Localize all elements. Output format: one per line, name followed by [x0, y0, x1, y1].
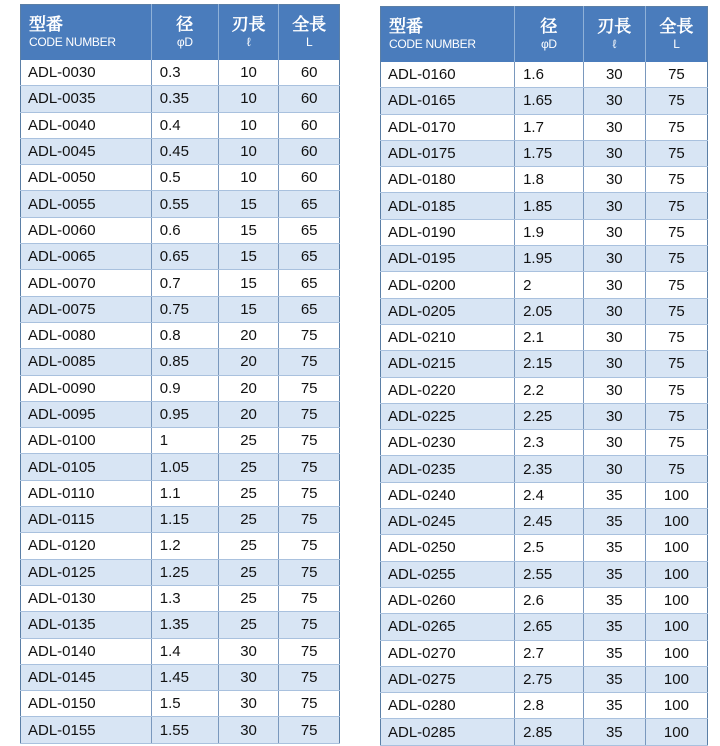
- edge-length-cell: 30: [583, 193, 645, 219]
- diameter-cell: 1.1: [151, 480, 218, 506]
- code-cell: ADL-0210: [381, 324, 515, 350]
- header-code-jp: 型番: [389, 17, 423, 36]
- table-row: [21, 244, 340, 270]
- overall-length-cell: 60: [279, 138, 340, 164]
- overall-length-cell: 65: [279, 217, 340, 243]
- edge-length-cell: 25: [218, 480, 279, 506]
- edge-length-cell: 30: [583, 219, 645, 245]
- table-row: [21, 559, 340, 585]
- code-cell: ADL-0035: [21, 86, 152, 112]
- overall-length-cell: 100: [645, 666, 707, 692]
- code-cell: ADL-0085: [21, 349, 152, 375]
- edge-length-cell: 10: [218, 86, 279, 112]
- overall-length-cell: 75: [279, 507, 340, 533]
- diameter-cell: 2.35: [515, 456, 584, 482]
- edge-length-cell: 15: [218, 191, 279, 217]
- code-cell: ADL-0230: [381, 430, 515, 456]
- overall-length-cell: 75: [279, 349, 340, 375]
- table-row: [21, 717, 340, 743]
- header-diameter-symbol: φD: [540, 37, 557, 51]
- table-body-left: [21, 60, 340, 743]
- diameter-cell: 0.65: [151, 244, 218, 270]
- code-cell: ADL-0115: [21, 507, 152, 533]
- header-code-number: [381, 7, 515, 63]
- code-cell: ADL-0150: [21, 691, 152, 717]
- edge-length-cell: 30: [218, 691, 279, 717]
- overall-length-cell: 75: [279, 585, 340, 611]
- diameter-cell: 2.5: [515, 535, 584, 561]
- diameter-cell: 2.75: [515, 666, 584, 692]
- code-cell: ADL-0130: [21, 585, 152, 611]
- diameter-cell: 0.5: [151, 165, 218, 191]
- table-row: [21, 349, 340, 375]
- overall-length-cell: 75: [279, 691, 340, 717]
- table-row: [21, 638, 340, 664]
- diameter-cell: 0.55: [151, 191, 218, 217]
- table-header-row: [21, 5, 340, 61]
- spec-table-left: [20, 4, 340, 744]
- code-cell: ADL-0075: [21, 296, 152, 322]
- edge-length-cell: 30: [218, 717, 279, 743]
- overall-length-cell: 100: [645, 482, 707, 508]
- overall-length-cell: 65: [279, 244, 340, 270]
- table-header-row: [381, 7, 708, 63]
- edge-length-cell: 30: [583, 167, 645, 193]
- overall-length-cell: 75: [645, 456, 707, 482]
- code-cell: ADL-0250: [381, 535, 515, 561]
- diameter-cell: 2.2: [515, 377, 584, 403]
- code-cell: ADL-0135: [21, 612, 152, 638]
- diameter-cell: 0.4: [151, 112, 218, 138]
- overall-length-cell: 75: [645, 298, 707, 324]
- table-row: [381, 246, 708, 272]
- overall-length-cell: 75: [279, 559, 340, 585]
- table-row: [381, 535, 708, 561]
- table-row: [21, 612, 340, 638]
- header-edge-jp: 刃長: [231, 15, 266, 34]
- edge-length-cell: 20: [218, 401, 279, 427]
- edge-length-cell: 10: [218, 138, 279, 164]
- code-cell: ADL-0205: [381, 298, 515, 324]
- table-row: [21, 217, 340, 243]
- code-cell: ADL-0120: [21, 533, 152, 559]
- header-edge-symbol: ℓ: [612, 37, 617, 51]
- diameter-cell: 1.7: [515, 114, 584, 140]
- overall-length-cell: 75: [645, 324, 707, 350]
- diameter-cell: 2.85: [515, 719, 584, 745]
- table-row: [381, 167, 708, 193]
- table-row: [21, 112, 340, 138]
- header-code-en: CODE NUMBER: [29, 35, 116, 49]
- edge-length-cell: 30: [583, 140, 645, 166]
- overall-length-cell: 75: [279, 428, 340, 454]
- header-edge-symbol: ℓ: [246, 35, 251, 49]
- diameter-cell: 1.4: [151, 638, 218, 664]
- overall-length-cell: 75: [279, 480, 340, 506]
- code-cell: ADL-0200: [381, 272, 515, 298]
- overall-length-cell: 60: [279, 86, 340, 112]
- edge-length-cell: 25: [218, 454, 279, 480]
- edge-length-cell: 25: [218, 428, 279, 454]
- table-row: [21, 138, 340, 164]
- table-row: [21, 296, 340, 322]
- table-row: [21, 375, 340, 401]
- code-cell: ADL-0220: [381, 377, 515, 403]
- overall-length-cell: 75: [645, 62, 707, 88]
- table-row: [381, 693, 708, 719]
- edge-length-cell: 10: [218, 112, 279, 138]
- code-cell: ADL-0030: [21, 60, 152, 86]
- diameter-cell: 1.2: [151, 533, 218, 559]
- header-edge-jp: 刃長: [597, 17, 632, 36]
- edge-length-cell: 30: [583, 403, 645, 429]
- table-row: [21, 322, 340, 348]
- edge-length-cell: 30: [583, 456, 645, 482]
- overall-length-cell: 75: [645, 351, 707, 377]
- table-row: [21, 480, 340, 506]
- code-cell: ADL-0190: [381, 219, 515, 245]
- table-row: [381, 114, 708, 140]
- diameter-cell: 1.75: [515, 140, 584, 166]
- table-row: [381, 561, 708, 587]
- header-diameter-jp: 径: [540, 17, 558, 36]
- edge-length-cell: 25: [218, 612, 279, 638]
- diameter-cell: 1.9: [515, 219, 584, 245]
- edge-length-cell: 30: [583, 430, 645, 456]
- table-row: [21, 165, 340, 191]
- table-row: [381, 719, 708, 745]
- overall-length-cell: 75: [279, 717, 340, 743]
- edge-length-cell: 30: [218, 638, 279, 664]
- overall-length-cell: 75: [645, 246, 707, 272]
- edge-length-cell: 25: [218, 533, 279, 559]
- edge-length-cell: 35: [583, 640, 645, 666]
- diameter-cell: 1.95: [515, 246, 584, 272]
- code-cell: ADL-0090: [21, 375, 152, 401]
- edge-length-cell: 20: [218, 322, 279, 348]
- overall-length-cell: 100: [645, 535, 707, 561]
- diameter-cell: 0.35: [151, 86, 218, 112]
- code-cell: ADL-0275: [381, 666, 515, 692]
- code-cell: ADL-0260: [381, 587, 515, 613]
- diameter-cell: 1.05: [151, 454, 218, 480]
- overall-length-cell: 75: [279, 454, 340, 480]
- code-cell: ADL-0175: [381, 140, 515, 166]
- overall-length-cell: 100: [645, 719, 707, 745]
- diameter-cell: 1.65: [515, 88, 584, 114]
- overall-length-cell: 75: [279, 664, 340, 690]
- overall-length-cell: 60: [279, 165, 340, 191]
- diameter-cell: 0.9: [151, 375, 218, 401]
- overall-length-cell: 75: [645, 377, 707, 403]
- code-cell: ADL-0095: [21, 401, 152, 427]
- edge-length-cell: 30: [583, 62, 645, 88]
- edge-length-cell: 20: [218, 349, 279, 375]
- table-row: [21, 664, 340, 690]
- code-cell: ADL-0255: [381, 561, 515, 587]
- diameter-cell: 2.8: [515, 693, 584, 719]
- code-cell: ADL-0170: [381, 114, 515, 140]
- diameter-cell: 0.45: [151, 138, 218, 164]
- code-cell: ADL-0065: [21, 244, 152, 270]
- overall-length-cell: 100: [645, 614, 707, 640]
- table-row: [381, 324, 708, 350]
- edge-length-cell: 25: [218, 585, 279, 611]
- table-row: [21, 691, 340, 717]
- code-cell: ADL-0240: [381, 482, 515, 508]
- edge-length-cell: 30: [583, 351, 645, 377]
- table-row: [21, 533, 340, 559]
- table-row: [381, 219, 708, 245]
- code-cell: ADL-0225: [381, 403, 515, 429]
- edge-length-cell: 35: [583, 693, 645, 719]
- code-cell: ADL-0080: [21, 322, 152, 348]
- diameter-cell: 0.75: [151, 296, 218, 322]
- table-row: [21, 270, 340, 296]
- overall-length-cell: 75: [279, 322, 340, 348]
- edge-length-cell: 30: [218, 664, 279, 690]
- table-row: [21, 60, 340, 86]
- overall-length-cell: 100: [645, 509, 707, 535]
- diameter-cell: 1.55: [151, 717, 218, 743]
- diameter-cell: 0.95: [151, 401, 218, 427]
- overall-length-cell: 100: [645, 561, 707, 587]
- code-cell: ADL-0045: [21, 138, 152, 164]
- table-row: [21, 191, 340, 217]
- table-row: [21, 428, 340, 454]
- edge-length-cell: 35: [583, 561, 645, 587]
- table-row: [21, 585, 340, 611]
- table-row: [381, 587, 708, 613]
- code-cell: ADL-0195: [381, 246, 515, 272]
- overall-length-cell: 75: [645, 430, 707, 456]
- header-diameter-symbol: φD: [176, 35, 193, 49]
- table-body-right: [381, 62, 708, 745]
- header-code-jp: 型番: [29, 15, 63, 34]
- overall-length-cell: 75: [279, 401, 340, 427]
- table-row: [381, 377, 708, 403]
- diameter-cell: 2.65: [515, 614, 584, 640]
- code-cell: ADL-0050: [21, 165, 152, 191]
- diameter-cell: 2.1: [515, 324, 584, 350]
- diameter-cell: 1.15: [151, 507, 218, 533]
- diameter-cell: 0.7: [151, 270, 218, 296]
- diameter-cell: 1.8: [515, 167, 584, 193]
- edge-length-cell: 30: [583, 324, 645, 350]
- diameter-cell: 1.35: [151, 612, 218, 638]
- code-cell: ADL-0180: [381, 167, 515, 193]
- table-row: [21, 401, 340, 427]
- overall-length-cell: 75: [645, 272, 707, 298]
- header-length-jp: 全長: [292, 15, 327, 34]
- overall-length-cell: 75: [645, 167, 707, 193]
- header-diameter-jp: 径: [176, 15, 194, 34]
- header-code-en: CODE NUMBER: [389, 37, 476, 51]
- edge-length-cell: 30: [583, 88, 645, 114]
- table-row: [381, 351, 708, 377]
- overall-length-cell: 60: [279, 60, 340, 86]
- edge-length-cell: 30: [583, 298, 645, 324]
- header-length-jp: 全長: [659, 17, 694, 36]
- table-row: [381, 403, 708, 429]
- overall-length-cell: 75: [279, 612, 340, 638]
- header-diameter: [515, 7, 584, 63]
- diameter-cell: 1.3: [151, 585, 218, 611]
- overall-length-cell: 65: [279, 191, 340, 217]
- code-cell: ADL-0110: [21, 480, 152, 506]
- diameter-cell: 0.6: [151, 217, 218, 243]
- overall-length-cell: 65: [279, 270, 340, 296]
- edge-length-cell: 30: [583, 114, 645, 140]
- overall-length-cell: 75: [645, 219, 707, 245]
- table-row: [381, 614, 708, 640]
- edge-length-cell: 35: [583, 482, 645, 508]
- diameter-cell: 1.25: [151, 559, 218, 585]
- overall-length-cell: 75: [645, 88, 707, 114]
- edge-length-cell: 15: [218, 296, 279, 322]
- edge-length-cell: 35: [583, 535, 645, 561]
- code-cell: ADL-0060: [21, 217, 152, 243]
- code-cell: ADL-0270: [381, 640, 515, 666]
- spec-table-right: [380, 6, 708, 746]
- header-overall-length: [279, 5, 340, 61]
- code-cell: ADL-0140: [21, 638, 152, 664]
- diameter-cell: 2.55: [515, 561, 584, 587]
- code-cell: ADL-0100: [21, 428, 152, 454]
- edge-length-cell: 30: [583, 246, 645, 272]
- table-row: [381, 140, 708, 166]
- table-row: [21, 507, 340, 533]
- code-cell: ADL-0285: [381, 719, 515, 745]
- code-cell: ADL-0125: [21, 559, 152, 585]
- diameter-cell: 1.85: [515, 193, 584, 219]
- header-length-symbol: L: [306, 35, 313, 49]
- overall-length-cell: 75: [279, 375, 340, 401]
- diameter-cell: 0.3: [151, 60, 218, 86]
- overall-length-cell: 75: [645, 403, 707, 429]
- table-row: [381, 640, 708, 666]
- code-cell: ADL-0165: [381, 88, 515, 114]
- header-length-symbol: L: [673, 37, 680, 51]
- table-row: [381, 666, 708, 692]
- header-diameter: [151, 5, 218, 61]
- header-edge-length: [583, 7, 645, 63]
- table-row: [21, 86, 340, 112]
- table-row: [381, 272, 708, 298]
- overall-length-cell: 100: [645, 587, 707, 613]
- edge-length-cell: 15: [218, 244, 279, 270]
- diameter-cell: 2.15: [515, 351, 584, 377]
- edge-length-cell: 15: [218, 270, 279, 296]
- edge-length-cell: 35: [583, 587, 645, 613]
- overall-length-cell: 100: [645, 640, 707, 666]
- diameter-cell: 1: [151, 428, 218, 454]
- diameter-cell: 1.5: [151, 691, 218, 717]
- edge-length-cell: 25: [218, 507, 279, 533]
- table-row: [381, 193, 708, 219]
- diameter-cell: 2.25: [515, 403, 584, 429]
- diameter-cell: 2.05: [515, 298, 584, 324]
- overall-length-cell: 75: [645, 114, 707, 140]
- header-overall-length: [645, 7, 707, 63]
- diameter-cell: 2: [515, 272, 584, 298]
- code-cell: ADL-0245: [381, 509, 515, 535]
- overall-length-cell: 60: [279, 112, 340, 138]
- edge-length-cell: 30: [583, 377, 645, 403]
- edge-length-cell: 35: [583, 719, 645, 745]
- edge-length-cell: 10: [218, 60, 279, 86]
- table-row: [381, 509, 708, 535]
- code-cell: ADL-0055: [21, 191, 152, 217]
- table-row: [381, 430, 708, 456]
- edge-length-cell: 35: [583, 666, 645, 692]
- code-cell: ADL-0145: [21, 664, 152, 690]
- overall-length-cell: 75: [645, 193, 707, 219]
- code-cell: ADL-0040: [21, 112, 152, 138]
- code-cell: ADL-0235: [381, 456, 515, 482]
- edge-length-cell: 10: [218, 165, 279, 191]
- diameter-cell: 2.6: [515, 587, 584, 613]
- table-row: [381, 298, 708, 324]
- edge-length-cell: 30: [583, 272, 645, 298]
- edge-length-cell: 35: [583, 614, 645, 640]
- edge-length-cell: 25: [218, 559, 279, 585]
- header-edge-length: [218, 5, 279, 61]
- code-cell: ADL-0265: [381, 614, 515, 640]
- diameter-cell: 0.85: [151, 349, 218, 375]
- edge-length-cell: 15: [218, 217, 279, 243]
- header-code-number: [21, 5, 152, 61]
- code-cell: ADL-0185: [381, 193, 515, 219]
- diameter-cell: 2.45: [515, 509, 584, 535]
- code-cell: ADL-0070: [21, 270, 152, 296]
- diameter-cell: 2.3: [515, 430, 584, 456]
- overall-length-cell: 75: [645, 140, 707, 166]
- table-row: [381, 88, 708, 114]
- code-cell: ADL-0155: [21, 717, 152, 743]
- overall-length-cell: 75: [279, 638, 340, 664]
- diameter-cell: 2.4: [515, 482, 584, 508]
- code-cell: ADL-0160: [381, 62, 515, 88]
- table-row: [381, 62, 708, 88]
- code-cell: ADL-0280: [381, 693, 515, 719]
- diameter-cell: 2.7: [515, 640, 584, 666]
- overall-length-cell: 100: [645, 693, 707, 719]
- overall-length-cell: 65: [279, 296, 340, 322]
- code-cell: ADL-0105: [21, 454, 152, 480]
- edge-length-cell: 20: [218, 375, 279, 401]
- table-row: [381, 482, 708, 508]
- diameter-cell: 1.6: [515, 62, 584, 88]
- table-row: [21, 454, 340, 480]
- diameter-cell: 0.8: [151, 322, 218, 348]
- edge-length-cell: 35: [583, 509, 645, 535]
- table-row: [381, 456, 708, 482]
- overall-length-cell: 75: [279, 533, 340, 559]
- diameter-cell: 1.45: [151, 664, 218, 690]
- code-cell: ADL-0215: [381, 351, 515, 377]
